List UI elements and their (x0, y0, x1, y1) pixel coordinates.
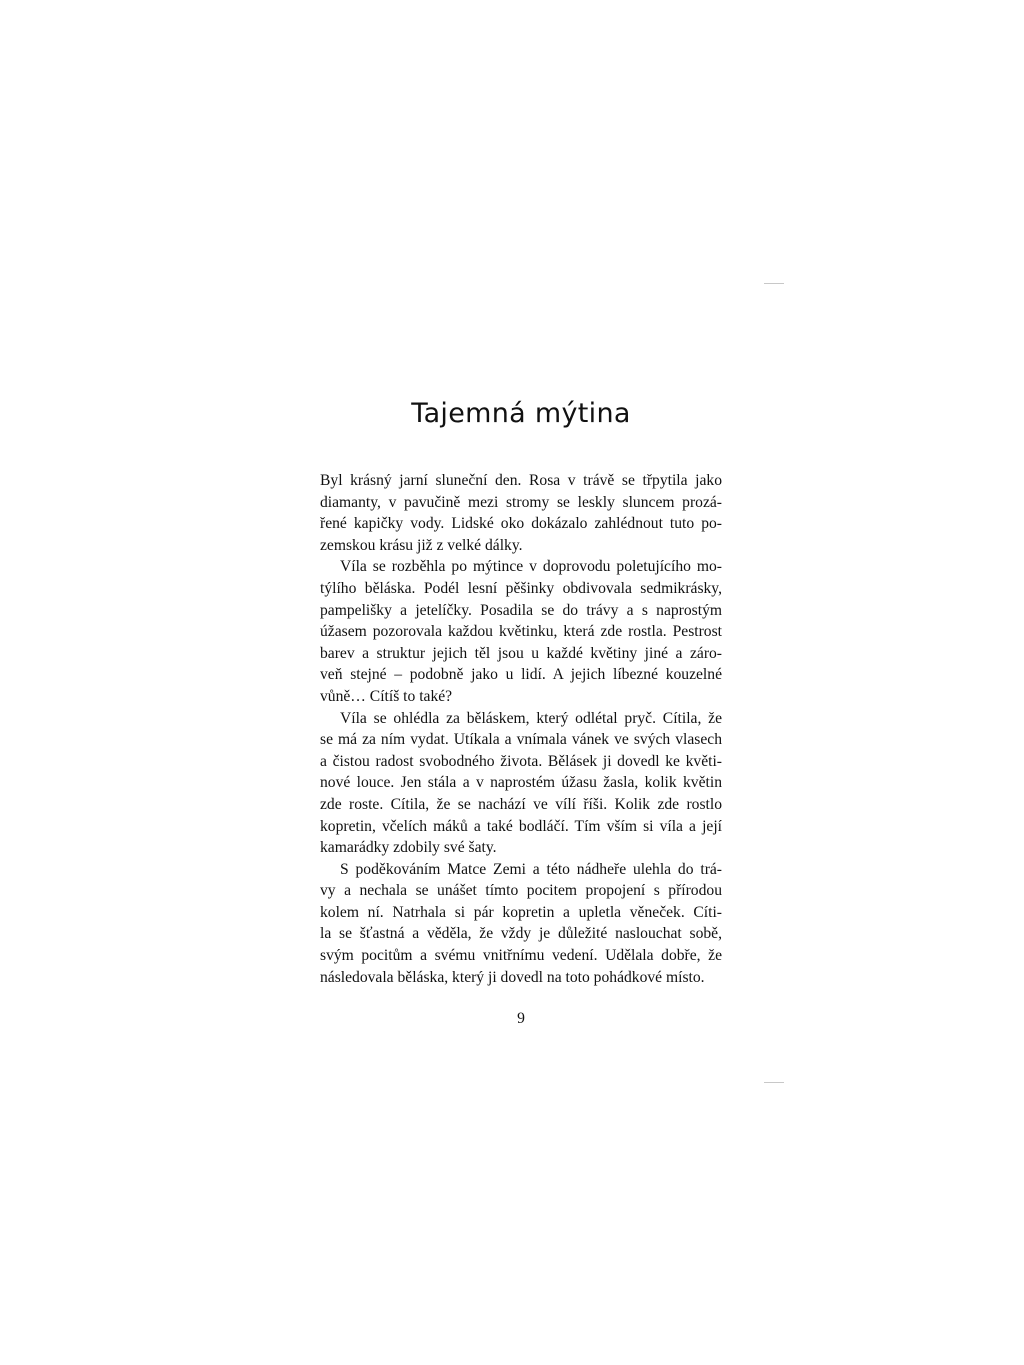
text-line: následovala běláska, který ji dovedl na toto pohádkové místo. (320, 968, 705, 986)
text-line: svým pocitům a svému vnitřnímu vedení. Udělala dobře, že (320, 947, 722, 965)
text-line: kamarádky zdobily své šaty. (320, 839, 497, 857)
text-line: kopretin, včelích máků a také bodláčí. Tím vším si víla a její (320, 817, 722, 835)
paragraph (320, 470, 722, 556)
paragraph (320, 708, 722, 859)
text-line: vy a nechala se unášet tímto pocitem propojení s přírodou (320, 882, 722, 900)
chapter-body (320, 470, 722, 988)
text-line: S poděkováním Matce Zemi a této nádheře ulehla do trá- (340, 860, 722, 878)
text-line: úžasem pozorovala každou květinku, která zde rostla. Pestrost (320, 623, 722, 641)
text-line: zde roste. Cítila, že se nachází ve vílí říši. Kolik zde rostlo (320, 795, 722, 813)
paragraph (320, 556, 722, 707)
page-number: 9 (517, 1010, 525, 1027)
text-line: kolem ní. Natrhala si pár kopretin a upletla věneček. Cíti- (320, 903, 722, 921)
text-line: Byl krásný jarní sluneční den. Rosa v trávě se třpytila jako (320, 472, 722, 489)
crop-mark-bottom (764, 1082, 784, 1083)
paragraph (320, 859, 722, 989)
text-line: vůně… Cítíš to také? (320, 687, 453, 705)
chapter-title: Tajemná mýtina (411, 398, 631, 429)
text-line: la se šťastná a věděla, že vždy je důležité naslouchat sobě, (320, 925, 722, 943)
text-line: se má za ním vydat. Utíkala a vnímala vánek ve svých vlasech (320, 731, 722, 749)
text-line: zemskou krásu již z velké dálky. (320, 536, 523, 554)
text-line: nové louce. Jen stála a v naprostém úžasu žasla, kolik květin (320, 774, 722, 792)
text-line: řené kapičky vody. Lidské oko dokázalo zahlédnout tuto po- (320, 515, 722, 533)
text-line: Víla se rozběhla po mýtince v doprovodu poletujícího mo- (340, 558, 722, 576)
text-line: a čistou radost svobodného života. Bělásek ji dovedl ke květi- (320, 752, 722, 770)
text-line: pampelišky a jetelíčky. Posadila se do trávy a s naprostým (320, 601, 722, 619)
crop-mark-top (764, 283, 784, 284)
text-line: Víla se ohlédla za běláskem, který odlétal pryč. Cítila, že (340, 709, 722, 727)
text-line: diamanty, v pavučině mezi stromy se leskly sluncem prozá- (320, 493, 722, 511)
text-line: týlího běláska. Podél lesní pěšinky obdivovala sedmikrásky, (320, 579, 722, 597)
text-line: veň stejné – podobně jako u lidí. A jejich líbezné kouzelné (320, 666, 722, 684)
text-line: barev a struktur jejich těl jsou u každé květiny jiné a záro- (320, 644, 722, 662)
